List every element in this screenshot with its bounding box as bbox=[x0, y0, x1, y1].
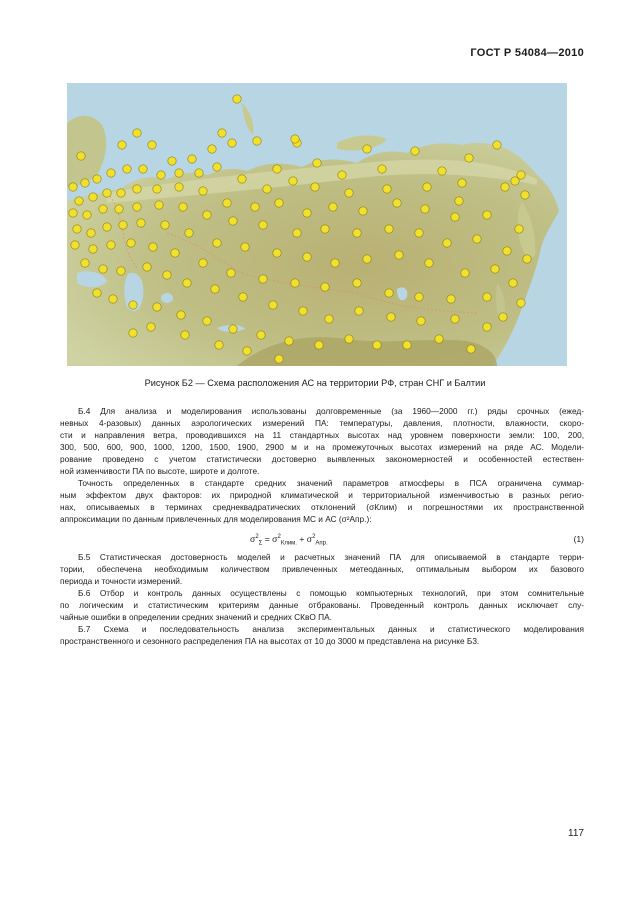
station-marker bbox=[499, 313, 507, 321]
station-marker bbox=[415, 293, 423, 301]
station-marker bbox=[253, 137, 261, 145]
station-marker bbox=[99, 265, 107, 273]
station-marker bbox=[195, 169, 203, 177]
text-line: периода и точности измерений. bbox=[60, 576, 183, 586]
station-marker bbox=[345, 189, 353, 197]
station-marker bbox=[465, 154, 473, 162]
station-marker bbox=[257, 331, 265, 339]
text-line: нах, описываемых в терминах среднеквадратических отклонений (σКлим) и погрешностями их пространственной bbox=[60, 502, 584, 512]
station-marker bbox=[393, 199, 401, 207]
text-line: невных 4-разовых) данных аэрологических измерений ПА: температуры, давления, плотности, влажности, скоро- bbox=[60, 418, 584, 428]
station-marker bbox=[353, 279, 361, 287]
station-marker bbox=[461, 269, 469, 277]
station-marker bbox=[338, 171, 346, 179]
station-marker bbox=[259, 275, 267, 283]
station-marker bbox=[177, 311, 185, 319]
text-line: рование проведено с учетом статистически достоверно выявленных закономерностей и особенностей естествен- bbox=[60, 454, 584, 464]
station-marker bbox=[321, 225, 329, 233]
station-marker bbox=[313, 159, 321, 167]
text-line: Б.5 Статистическая достоверность моделей и расчетных значений ПА для описываемой в стандарте терри- bbox=[78, 552, 584, 562]
station-marker bbox=[275, 355, 283, 363]
station-marker bbox=[355, 307, 363, 315]
station-marker bbox=[75, 197, 83, 205]
station-marker bbox=[438, 167, 446, 175]
station-marker bbox=[241, 243, 249, 251]
station-marker bbox=[447, 295, 455, 303]
text-line: сти и направления ветра, проводившихся на 11 стандартных высотах над уровнем поверхности земли: 100, 200, bbox=[60, 430, 584, 440]
station-marker bbox=[137, 219, 145, 227]
station-marker bbox=[511, 177, 519, 185]
station-marker bbox=[69, 183, 77, 191]
station-marker bbox=[229, 217, 237, 225]
station-marker bbox=[148, 141, 156, 149]
station-marker bbox=[345, 335, 353, 343]
figure-caption: Рисунок Б2 — Схема расположения АС на территории РФ, стран СНГ и Балтии bbox=[144, 378, 486, 388]
station-marker bbox=[168, 157, 176, 165]
station-marker bbox=[411, 147, 419, 155]
station-marker bbox=[93, 175, 101, 183]
station-marker bbox=[129, 329, 137, 337]
station-marker bbox=[501, 183, 509, 191]
station-marker bbox=[435, 335, 443, 343]
station-marker bbox=[523, 255, 531, 263]
station-marker bbox=[215, 341, 223, 349]
station-marker bbox=[303, 253, 311, 261]
station-marker bbox=[273, 249, 281, 257]
station-marker bbox=[493, 141, 501, 149]
station-marker bbox=[331, 259, 339, 267]
station-marker bbox=[107, 241, 115, 249]
station-marker bbox=[315, 341, 323, 349]
station-marker bbox=[285, 337, 293, 345]
station-marker bbox=[321, 283, 329, 291]
station-marker bbox=[269, 301, 277, 309]
station-marker bbox=[273, 165, 281, 173]
station-marker bbox=[69, 209, 77, 217]
station-marker bbox=[443, 239, 451, 247]
station-marker bbox=[303, 209, 311, 217]
station-marker bbox=[403, 341, 411, 349]
station-marker bbox=[228, 139, 236, 147]
text-line: по логическим и статистическим критериям данные отбракованы. Проведенный контроль данных исключает слу- bbox=[60, 600, 584, 610]
station-marker bbox=[325, 315, 333, 323]
station-marker bbox=[423, 183, 431, 191]
station-marker bbox=[185, 229, 193, 237]
station-marker bbox=[107, 169, 115, 177]
station-marker bbox=[395, 251, 403, 259]
station-marker bbox=[417, 317, 425, 325]
station-marker bbox=[227, 269, 235, 277]
station-marker bbox=[383, 185, 391, 193]
station-marker bbox=[133, 203, 141, 211]
station-marker bbox=[363, 255, 371, 263]
station-marker bbox=[188, 155, 196, 163]
station-marker bbox=[455, 197, 463, 205]
station-marker bbox=[213, 163, 221, 171]
station-marker bbox=[133, 129, 141, 137]
station-marker bbox=[378, 165, 386, 173]
station-marker bbox=[515, 225, 523, 233]
station-marker bbox=[133, 185, 141, 193]
station-marker bbox=[87, 229, 95, 237]
page-number: 117 bbox=[568, 828, 584, 839]
station-marker bbox=[263, 185, 271, 193]
station-marker bbox=[213, 239, 221, 247]
station-marker bbox=[238, 175, 246, 183]
station-marker bbox=[415, 229, 423, 237]
station-marker bbox=[458, 179, 466, 187]
station-marker bbox=[115, 205, 123, 213]
text-line: ным эффектом двух факторов: их природной климатической и территориальной изменчивостью в разных регио- bbox=[60, 490, 584, 500]
station-marker bbox=[373, 341, 381, 349]
station-marker bbox=[251, 203, 259, 211]
station-marker bbox=[119, 221, 127, 229]
station-marker bbox=[467, 345, 475, 353]
station-marker bbox=[203, 211, 211, 219]
station-marker bbox=[179, 203, 187, 211]
station-marker bbox=[239, 293, 247, 301]
station-marker bbox=[385, 289, 393, 297]
station-marker bbox=[147, 323, 155, 331]
station-marker bbox=[93, 289, 101, 297]
station-marker bbox=[175, 169, 183, 177]
text-line: Б.6 Отбор и контроль данных осуществлены с помощью компьютерных технологий, при этом сомнительные bbox=[78, 588, 584, 598]
text-line: чайные ошибки в определении средних значений и средних СКвО ПА. bbox=[60, 612, 332, 622]
station-marker bbox=[451, 213, 459, 221]
station-marker bbox=[103, 189, 111, 197]
station-marker bbox=[387, 313, 395, 321]
station-marker bbox=[199, 187, 207, 195]
station-marker bbox=[183, 279, 191, 287]
station-marker bbox=[175, 183, 183, 191]
station-marker bbox=[329, 203, 337, 211]
station-marker bbox=[503, 247, 511, 255]
station-marker bbox=[117, 267, 125, 275]
station-marker bbox=[223, 199, 231, 207]
text-line: ной изменчивости ПА по высоте, широте и долготе. bbox=[60, 466, 260, 476]
station-marker bbox=[81, 179, 89, 187]
station-marker bbox=[299, 307, 307, 315]
station-marker bbox=[161, 221, 169, 229]
station-marker bbox=[229, 325, 237, 333]
station-marker bbox=[181, 331, 189, 339]
formula-expression: $\sigma^2_\Sigma = \sigma^2_{Клим.} + \sigma^2_{Апр.}$ bbox=[250, 534, 328, 547]
station-marker bbox=[359, 207, 367, 215]
station-marker bbox=[233, 95, 241, 103]
station-marker bbox=[421, 205, 429, 213]
station-marker bbox=[123, 165, 131, 173]
station-marker bbox=[243, 347, 251, 355]
station-marker bbox=[118, 141, 126, 149]
station-marker bbox=[483, 323, 491, 331]
station-map bbox=[67, 83, 567, 366]
text-line: Б.7 Схема и последовательность анализа экспериментальных данных и статистического моделирования bbox=[78, 624, 584, 634]
station-marker bbox=[149, 243, 157, 251]
station-marker bbox=[218, 129, 226, 137]
station-marker bbox=[483, 293, 491, 301]
station-marker bbox=[103, 223, 111, 231]
station-marker bbox=[117, 189, 125, 197]
station-marker bbox=[73, 225, 81, 233]
station-marker bbox=[77, 152, 85, 160]
station-marker bbox=[211, 285, 219, 293]
station-marker bbox=[203, 317, 211, 325]
station-marker bbox=[509, 279, 517, 287]
station-marker bbox=[293, 229, 301, 237]
text-line: аппроксимации по данным привлеченных для моделирования МС и АС (σ²Апр.): bbox=[60, 514, 372, 524]
text-line: Точность определенных в стандарте средних значений параметров атмосферы в ПСА ограничена суммар- bbox=[78, 478, 584, 488]
station-marker bbox=[311, 183, 319, 191]
station-marker bbox=[291, 135, 299, 143]
station-marker bbox=[259, 221, 267, 229]
station-marker bbox=[143, 263, 151, 271]
station-marker bbox=[473, 235, 481, 243]
station-marker bbox=[425, 259, 433, 267]
station-marker bbox=[163, 271, 171, 279]
station-marker bbox=[157, 171, 165, 179]
formula-1 bbox=[60, 534, 584, 548]
station-marker bbox=[363, 145, 371, 153]
station-marker bbox=[155, 201, 163, 209]
station-marker bbox=[127, 239, 135, 247]
station-marker bbox=[89, 245, 97, 253]
station-marker bbox=[83, 211, 91, 219]
station-marker bbox=[71, 241, 79, 249]
station-marker bbox=[353, 229, 361, 237]
text-line: 300, 500, 600, 900, 1000, 1200, 1500, 1900, 2900 м и на промежуточных высотах измерений на ряде АС. Модели- bbox=[60, 442, 584, 452]
station-marker bbox=[208, 145, 216, 153]
station-marker bbox=[517, 299, 525, 307]
document-header: ГОСТ Р 54084—2010 bbox=[470, 47, 584, 59]
station-marker bbox=[99, 205, 107, 213]
text-line: тории, обеспечена необходимым количеством привлеченных метеоданных, оптимальным выбором их базового bbox=[60, 564, 584, 574]
station-marker bbox=[199, 259, 207, 267]
station-marker bbox=[153, 185, 161, 193]
station-marker bbox=[275, 199, 283, 207]
station-marker bbox=[483, 211, 491, 219]
text-line: пространственного и сезонного распределения ПА на высотах от 10 до 3000 м представлена на рисунке Б3. bbox=[60, 636, 480, 646]
station-marker bbox=[451, 315, 459, 323]
station-marker bbox=[385, 225, 393, 233]
station-marker bbox=[109, 295, 117, 303]
station-marker bbox=[289, 177, 297, 185]
station-marker bbox=[89, 193, 97, 201]
station-map-svg bbox=[67, 83, 567, 366]
station-marker bbox=[153, 303, 161, 311]
station-marker bbox=[291, 279, 299, 287]
station-marker bbox=[139, 165, 147, 173]
formula-number: (1) bbox=[573, 534, 584, 544]
station-marker bbox=[521, 191, 529, 199]
text-line: Б.4 Для анализа и моделирования использованы долговременные (за 1960—2000 гг.) ряды срочных (ежед- bbox=[78, 406, 584, 416]
station-marker bbox=[81, 259, 89, 267]
station-marker bbox=[129, 301, 137, 309]
station-marker bbox=[171, 249, 179, 257]
station-marker bbox=[491, 265, 499, 273]
